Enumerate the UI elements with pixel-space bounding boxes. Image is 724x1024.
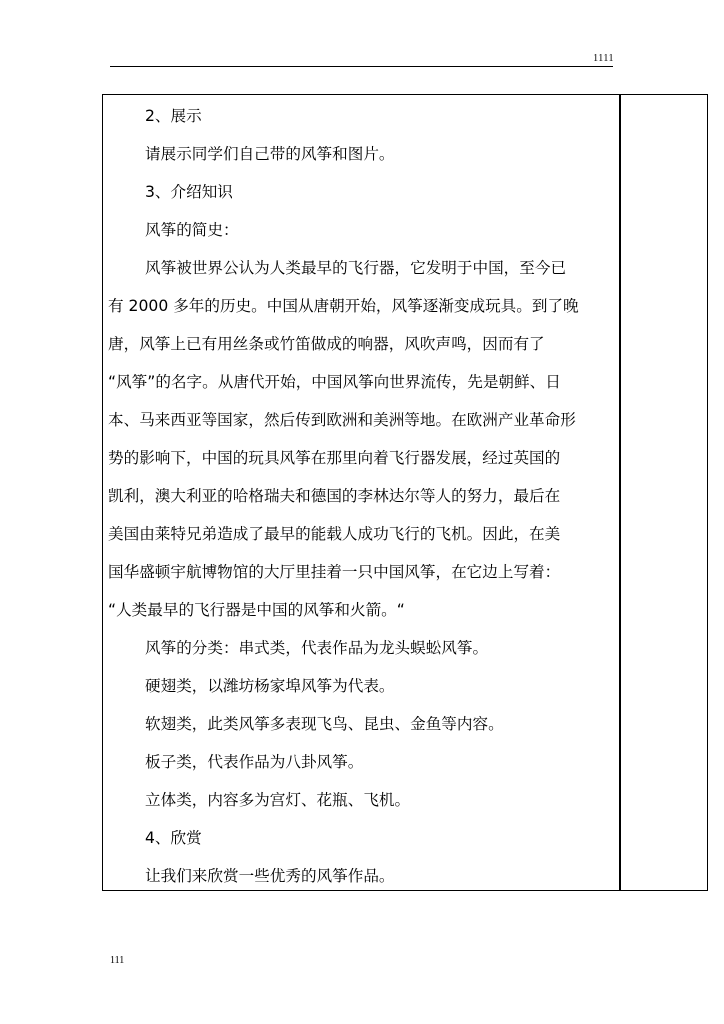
section-heading-appreciate: 4、欣赏 (145, 829, 202, 847)
paragraph-line: 势的影响下，中国的玩具风筝在那里向着飞行器发展，经过英国的 (108, 449, 561, 467)
footer-page-number: 111 (110, 955, 125, 966)
section-heading-knowledge: 3、介绍知识 (145, 183, 233, 201)
paragraph-line: 唐，风筝上已有用丝条或竹笛做成的响器，风吹声鸣，因而有了 (108, 335, 545, 353)
lesson-content (108, 100, 613, 898)
paragraph-line: “人类最早的飞行器是中国的风筝和火箭。“ (108, 601, 405, 619)
paragraph-line: 立体类，内容多为宫灯、花瓶、飞机。 (145, 791, 411, 809)
paragraph-line: 板子类，代表作品为八卦风筝。 (145, 753, 364, 771)
paragraph-line: 凯利，澳大利亚的哈格瑞夫和德国的李林达尔等人的努力，最后在 (108, 487, 561, 505)
paragraph-line: 国华盛顿宇航博物馆的大厅里挂着一只中国风筝，在它边上写着： (108, 563, 561, 581)
header-rule (110, 66, 613, 67)
header-page-number: 1111 (593, 53, 614, 64)
paragraph-line: 美国由莱特兄弟造成了最早的能载人成功飞行的飞机。因此，在美 (108, 525, 561, 543)
paragraph-line: 让我们来欣赏一些优秀的风筝作品。 (145, 867, 395, 885)
paragraph-line: 请展示同学们自己带的风筝和图片。 (145, 145, 395, 163)
section-heading-display: 2、展示 (145, 107, 202, 125)
paragraph-line: 风筝被世界公认为人类最早的飞行器，它发明于中国，至今已 (145, 259, 567, 277)
paragraph-line: 本、马来西亚等国家，然后传到欧洲和美洲等地。在欧洲产业革命形 (108, 411, 576, 429)
paragraph-line: 风筝的分类：串式类，代表作品为龙头蜈蚣风筝。 (145, 639, 489, 657)
table-side-cell (620, 94, 708, 891)
paragraph-line: “风筝”的名字。从唐代开始，中国风筝向世界流传，先是朝鲜、日 (108, 373, 561, 391)
paragraph-line: 有 2000 多年的历史。中国从唐朝开始，风筝逐渐变成玩具。到了晚 (108, 297, 579, 315)
paragraph-line: 软翅类，此类风筝多表现飞鸟、昆虫、金鱼等内容。 (145, 715, 504, 733)
paragraph-line: 硬翅类，以潍坊杨家埠风筝为代表。 (145, 677, 395, 695)
subheading-history: 风筝的简史： (145, 221, 239, 239)
